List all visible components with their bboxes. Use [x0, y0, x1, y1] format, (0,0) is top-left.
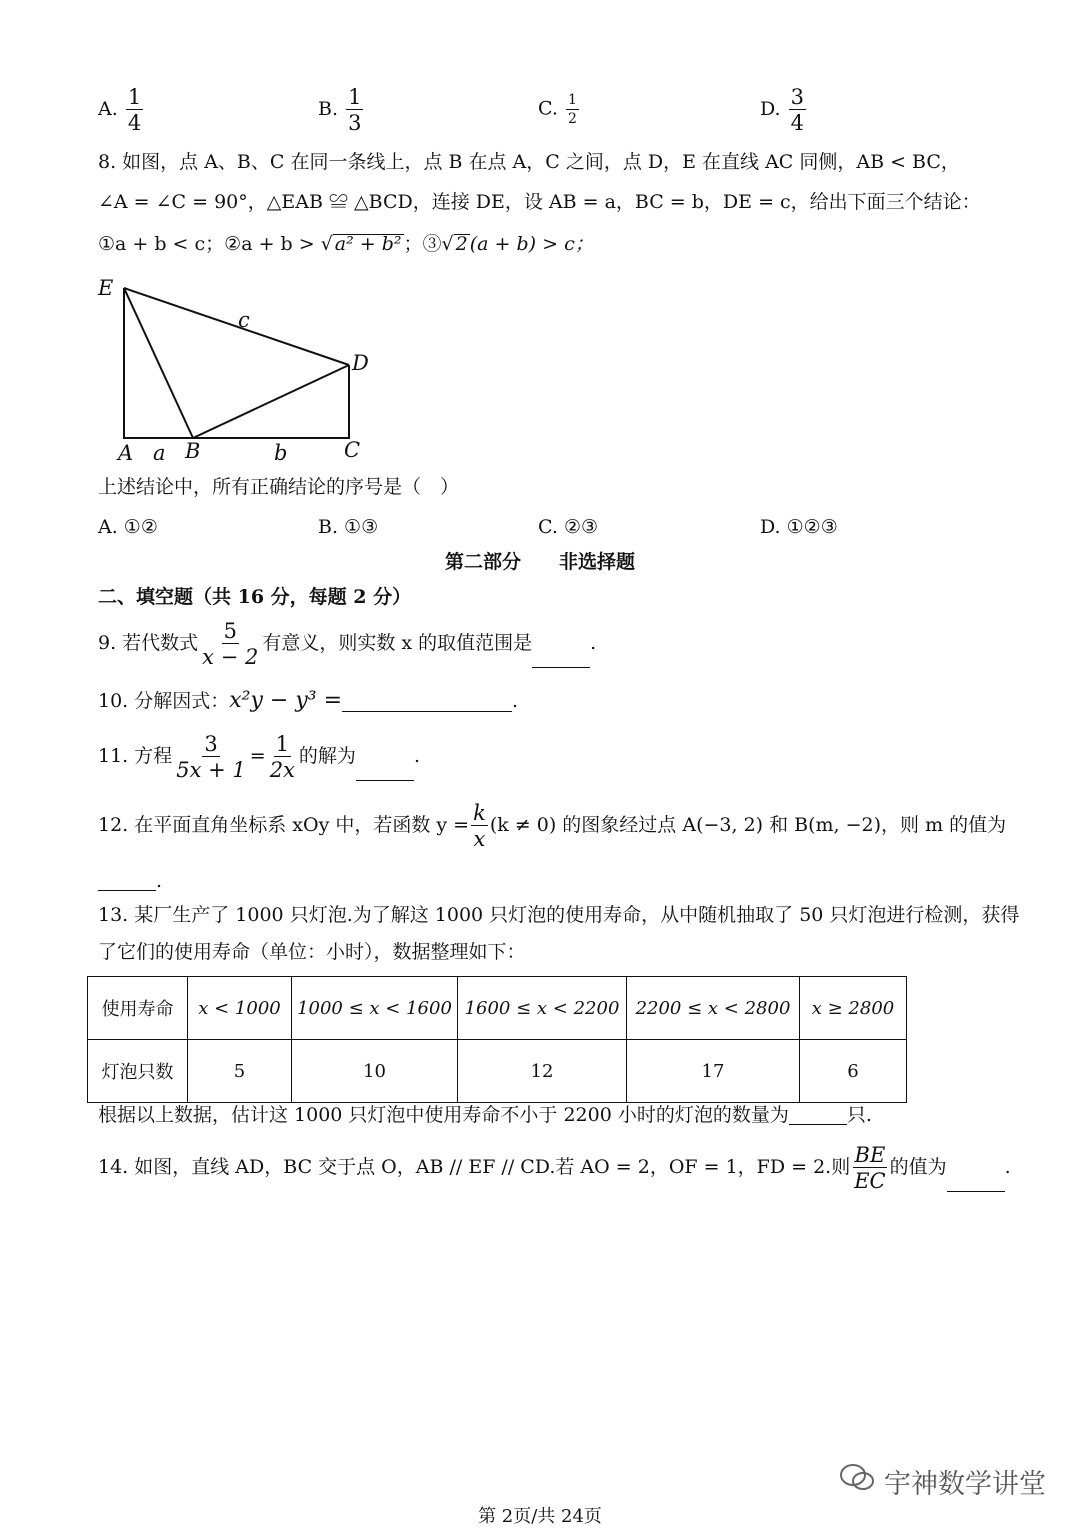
table-cell: 6	[800, 1040, 907, 1103]
conclusion-1-2: ①a + b < c；②a + b >	[98, 233, 321, 255]
equals-sign: =	[249, 745, 266, 768]
fraction	[346, 86, 363, 134]
table-row	[88, 977, 907, 1040]
option-label: C.	[538, 97, 558, 120]
q8-question: 上述结论中，所有正确结论的序号是（ ）	[98, 476, 460, 498]
table-cell: 10	[292, 1040, 458, 1103]
sqrt-sign: √	[441, 233, 454, 255]
page-footer: 第 2页/共 24页	[478, 1506, 602, 1527]
q8-line2: ∠A = ∠C = 90°，△EAB ≌ △BCD，连接 DE，设 AB = a，BC = b，DE = c，给出下面三个结论：	[98, 191, 981, 213]
denominator: 3	[348, 111, 362, 136]
wechat-icon	[838, 1461, 878, 1495]
table-header-cell: 1000 ≤ x < 1600	[292, 977, 458, 1040]
answer-blank[interactable]	[789, 1106, 847, 1125]
label-c-length: c	[238, 308, 250, 332]
option-label: B.	[318, 98, 339, 121]
label-e: E	[98, 276, 114, 300]
table-header-cell: 使用寿命	[88, 977, 188, 1040]
q12-end: .	[156, 870, 163, 892]
numerator: 1	[127, 85, 142, 109]
q14-suffix: 的值为	[889, 1156, 947, 1179]
table-header-cell: 1600 ≤ x < 2200	[458, 977, 627, 1040]
segment-eb	[124, 288, 193, 438]
table-header-cell: x ≥ 2800	[800, 977, 907, 1040]
conclusion-3-rest: (a + b) > c；	[469, 233, 594, 255]
q8-option-b: B. ①③	[318, 516, 379, 538]
q8-line1: 8. 如图，点 A、B、C 在同一条线上，点 B 在点 A，C 之间，点 D，E 在直线 AC 同侧，AB < BC，	[98, 151, 960, 173]
q13-question	[98, 1106, 872, 1125]
q8-option-d: D. ①②③	[760, 516, 838, 538]
q13-question-text: 根据以上数据，估计这 1000 只灯泡中使用寿命不小于 2200 小时的灯泡的数量为	[98, 1104, 789, 1126]
label-b: B	[185, 439, 201, 463]
q10-end: .	[512, 690, 519, 712]
radicand: 2	[455, 233, 468, 255]
numerator: BE	[854, 1143, 886, 1167]
q11-end: .	[413, 745, 420, 768]
q8-conclusions	[98, 234, 594, 254]
section2-title: 二、填空题（共 16 分，每题 2 分）	[98, 586, 412, 608]
numerator: 3	[790, 85, 805, 109]
answer-blank[interactable]	[98, 872, 156, 891]
fraction	[268, 733, 297, 781]
segment-bd	[193, 365, 349, 438]
q9	[98, 620, 596, 668]
q7-option-d	[760, 86, 808, 134]
label-c: C	[344, 438, 361, 462]
radicand: a² + b²	[334, 233, 402, 255]
denominator: x − 2	[202, 645, 259, 670]
q9-suffix: 有意义，则实数 x 的取值范围是	[262, 632, 533, 655]
denominator: 2x	[269, 758, 295, 783]
denominator: x	[473, 827, 486, 852]
option-label: A.	[98, 98, 118, 121]
q14-prefix: 14. 如图，直线 AD，BC 交于点 O，AB // EF // CD.若 AO = 2，OF = 1，FD = 2.则	[98, 1156, 851, 1179]
fraction	[789, 86, 806, 134]
table-cell: 17	[627, 1040, 800, 1103]
denominator: EC	[854, 1169, 886, 1194]
q13-end: 只.	[846, 1104, 872, 1126]
q8-option-a: A. ①②	[98, 516, 158, 538]
denominator: 2	[567, 110, 577, 127]
option-label: D.	[760, 98, 781, 121]
table-header-cell: x < 1000	[188, 977, 292, 1040]
denominator: 4	[790, 111, 805, 136]
table-row	[88, 1040, 907, 1103]
q11-prefix: 11. 方程	[98, 745, 173, 768]
answer-blank[interactable]	[947, 1173, 1005, 1192]
label-b-length: b	[274, 441, 288, 465]
part2-title: 第二部分 非选择题	[444, 551, 635, 573]
numerator: 1	[348, 85, 362, 109]
numerator: 1	[275, 732, 289, 756]
denominator: 4	[127, 111, 142, 136]
denominator: 5x + 1	[176, 758, 246, 783]
answer-blank[interactable]	[532, 649, 590, 668]
q9-end: .	[590, 632, 597, 655]
fraction	[566, 93, 579, 126]
q7-option-a	[98, 86, 145, 134]
table-cell: 5	[188, 1040, 292, 1103]
numerator: k	[473, 801, 486, 825]
conclusion-3-prefix: ；③	[403, 233, 442, 255]
q10-prefix: 10. 分解因式：	[98, 690, 230, 712]
q7-option-b	[318, 86, 365, 134]
label-d: D	[352, 351, 369, 375]
q14	[98, 1144, 1011, 1192]
q12-answer-line	[98, 872, 162, 891]
answer-blank[interactable]	[356, 762, 414, 781]
watermark-text: 宇神数学讲堂	[884, 1469, 1046, 1500]
q13-line1: 13. 某厂生产了 1000 只灯泡.为了解这 1000 只灯泡的使用寿命，从中随机抽取了 50 只灯泡进行检测，获得	[98, 904, 1020, 926]
q10-expression: x²y − y³ =	[229, 688, 343, 713]
numerator: 3	[204, 732, 218, 756]
table-row-label: 灯泡只数	[88, 1040, 188, 1103]
q14-end: .	[1004, 1156, 1011, 1179]
segment-ed	[124, 288, 349, 365]
answer-blank[interactable]	[342, 693, 512, 712]
q13-line2: 了它们的使用寿命（单位：小时），数据整理如下：	[98, 941, 526, 963]
q12	[98, 802, 1006, 850]
q7-option-c	[538, 93, 581, 126]
q8-figure	[90, 272, 390, 472]
fraction	[174, 733, 248, 781]
q12-prefix: 12. 在平面直角坐标系 xOy 中，若函数 y =	[98, 814, 470, 837]
fraction	[471, 802, 488, 850]
fraction	[200, 620, 260, 668]
q11-suffix: 的解为	[298, 745, 356, 768]
sqrt-sign: √	[320, 233, 333, 255]
label-a-length: a	[153, 441, 166, 465]
q11	[98, 733, 420, 781]
q12-suffix: (k ≠ 0) 的图象经过点 A(−3, 2) 和 B(m, −2)，则 m 的值为	[489, 814, 1007, 837]
q9-prefix: 9. 若代数式	[98, 632, 199, 655]
q8-option-c: C. ②③	[538, 516, 599, 538]
label-a: A	[118, 441, 134, 465]
lifetime-table	[87, 976, 907, 1103]
numerator: 5	[223, 619, 237, 643]
numerator: 1	[567, 92, 577, 108]
table-header-cell: 2200 ≤ x < 2800	[627, 977, 800, 1040]
fraction	[852, 1144, 887, 1192]
fraction	[126, 86, 143, 134]
q10	[98, 690, 518, 712]
table-cell: 12	[458, 1040, 627, 1103]
